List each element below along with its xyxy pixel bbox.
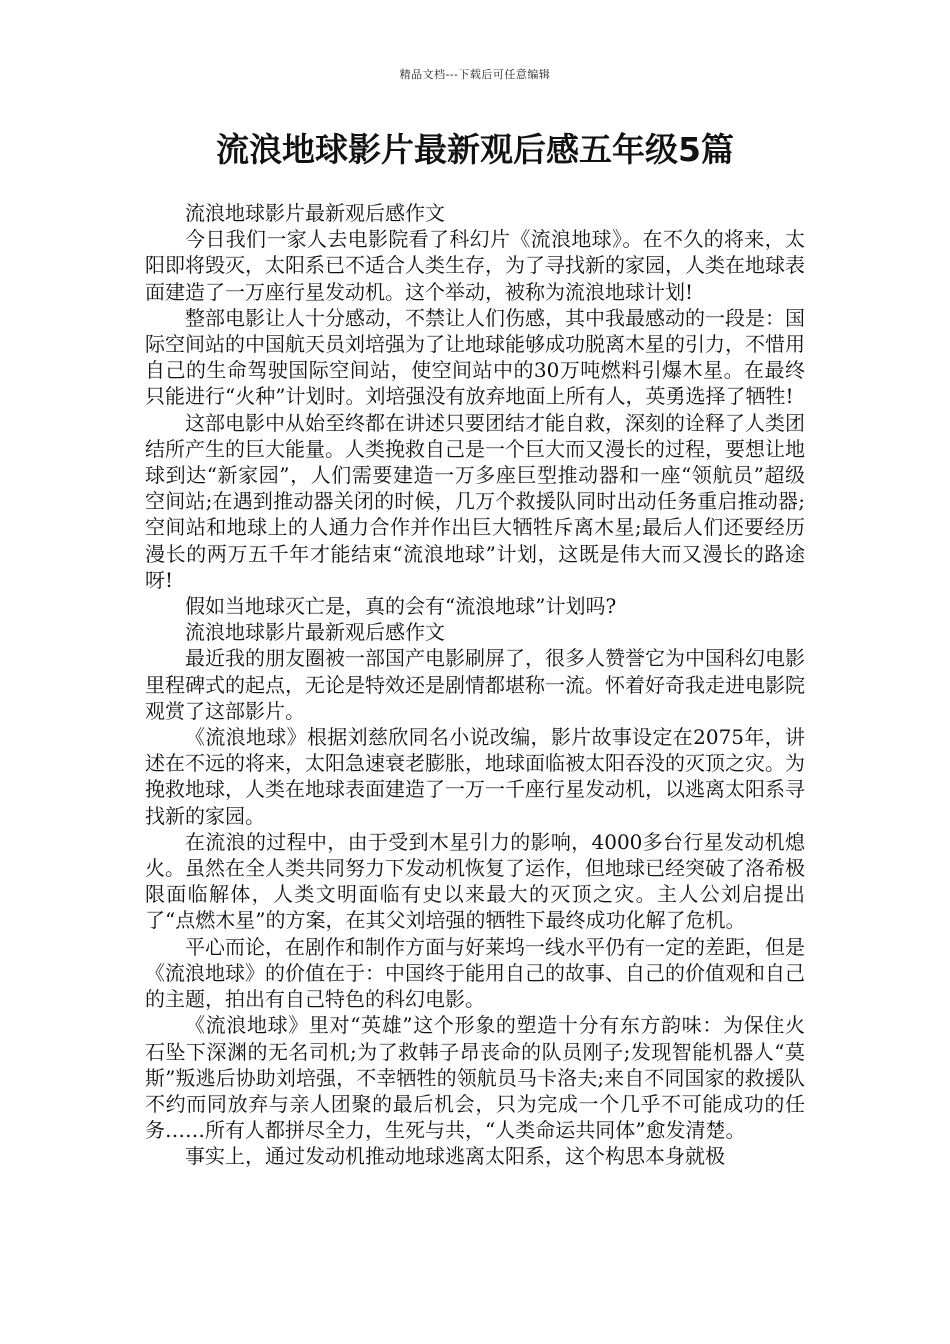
document-body [145,200,805,1170]
paragraph: 这部电影中从始至终都在讲述只要团结才能自救，深刻的诠释了人类团结所产生的巨大能量。人类挽救自己是一个巨大而又漫长的过程，要想让地球到达“新家园”，人们需要建造一万多座巨型推动器和一座“领航员”超级空间站;在遇到推动器关闭的时候，几万个救援队同时出动任务重启推动器;空间站和地球上的人通力合作并作出巨大牺牲斥离木星;最后人们还要经历漫长的两万五千年才能结束“流浪地球”计划，这既是伟大而又漫长的路途呀! [145,410,805,592]
paragraph: 最近我的朋友圈被一部国产电影刷屏了，很多人赞誉它为中国科幻电影里程碑式的起点，无论是特效还是剧情都堪称一流。怀着好奇我走进电影院观赏了这部影片。 [145,646,805,723]
paragraph: 在流浪的过程中，由于受到木星引力的影响，4000多台行星发动机熄火。虽然在全人类共同努力下发动机恢复了运作，但地球已经突破了洛希极限面临解体，人类文明面临有史以来最大的灭顶之灾。主人公刘启提出了“点燃木星”的方案，在其父刘培强的牺牲下最终成功化解了危机。 [145,829,805,933]
paragraph: 整部电影让人十分感动，不禁让人们伤感，其中我最感动的一段是：国际空间站的中国航天员刘培强为了让地球能够成功脱离木星的引力，不惜用自己的生命驾驶国际空间站，使空间站中的30万吨燃料引爆木星。在最终只能进行“火种”计划时。刘培强没有放弃地面上所有人，英勇选择了牺牲! [145,305,805,409]
header-note: 精品文档---下载后可任意编辑 [399,68,551,81]
paragraph: 今日我们一家人去电影院看了科幻片《流浪地球》。在不久的将来，太阳即将毁灭，太阳系已不适合人类生存，为了寻找新的家园，人类在地球表面建造了一万座行星发动机。这个举动，被称为流浪地球计划! [145,227,805,304]
paragraph-subtitle-1: 流浪地球影片最新观后感作文 [185,201,445,225]
document-title: 流浪地球影片最新观后感五年级5篇 [216,130,734,169]
paragraph: 事实上，通过发动机推动地球逃离太阳系，这个构思本身就极 [185,1144,725,1169]
paragraph-subtitle-2: 流浪地球影片最新观后感作文 [185,620,445,645]
paragraph: 《流浪地球》里对“英雄”这个形象的塑造十分有东方韵味：为保住火石坠下深渊的无名司机;为了救韩子昂丧命的队员刚子;发现智能机器人“莫斯”叛逃后协助刘培强，不幸牺牲的领航员马卡洛夫;来自不同国家的救援队不约而同放弃与亲人团聚的最后机会，只为完成一个几乎不可能成功的任务……所有人都拼尽全力，生死与共，“人类命运共同体”愈发清楚。 [145,1013,805,1143]
paragraph: 假如当地球灭亡是，真的会有“流浪地球”计划吗? [185,594,617,619]
paragraph: 《流浪地球》根据刘慈欣同名小说改编，影片故事设定在2075年，讲述在不远的将来，太阳急速衰老膨胀，地球面临被太阳吞没的灭顶之灾。为挽救地球，人类在地球表面建造了一万一千座行星发动机，以逃离太阳系寻找新的家园。 [145,725,805,828]
paragraph: 平心而论，在剧作和制作方面与好莱坞一线水平仍有一定的差距，但是《流浪地球》的价值在于：中国终于能用自己的故事、自己的价值观和自己的主题，拍出有自己特色的科幻电影。 [145,934,805,1012]
